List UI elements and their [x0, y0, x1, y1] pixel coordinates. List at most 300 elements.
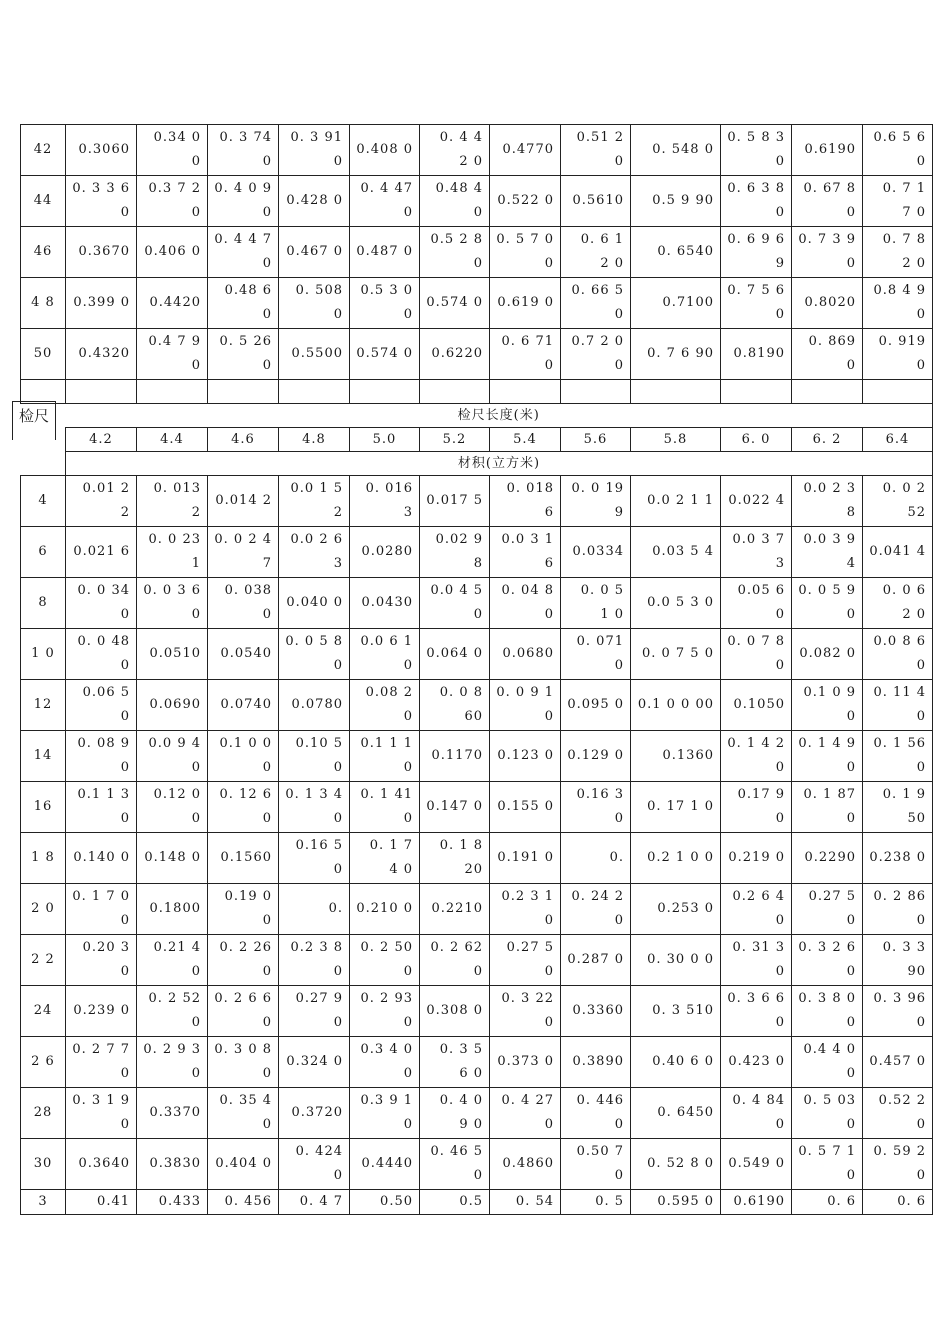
- volume-cell: 0.3 7 20: [137, 176, 208, 227]
- volume-cell: 0. 4 4 2 0: [420, 125, 490, 176]
- diameter-cell: 24: [21, 986, 66, 1037]
- volume-cell: 0. 3 8 00: [792, 986, 863, 1037]
- volume-cell: 0.140 0: [66, 833, 137, 884]
- volume-cell: 0. 1 3 4 0: [279, 782, 350, 833]
- volume-cell: 0. 0 2 52: [863, 476, 933, 527]
- volume-cell: 0. 3 0 80: [208, 1037, 279, 1088]
- length-header-cell: 6.4: [863, 428, 933, 452]
- volume-cell: 0. 0 7 5 0: [631, 629, 721, 680]
- volume-cell: 0.1 0 90: [792, 680, 863, 731]
- volume-cell: 0. 7 8 2 0: [863, 227, 933, 278]
- volume-cell: 0.0 3 16: [490, 527, 561, 578]
- length-header-cell: 6. 0: [721, 428, 792, 452]
- blank-cell: [792, 380, 863, 404]
- volume-cell: 0. 35 4 0: [208, 1088, 279, 1139]
- volume-cell: 0.1050: [721, 680, 792, 731]
- diameter-cell: 6: [21, 527, 66, 578]
- volume-cell: 0. 3 1 9 0: [66, 1088, 137, 1139]
- volume-cell: 0. 3 3 90: [863, 935, 933, 986]
- volume-cell: 0.123 0: [490, 731, 561, 782]
- volume-cell: 0.423 0: [721, 1037, 792, 1088]
- volume-cell: 0. 2 520: [137, 986, 208, 1037]
- volume-cell: 0.3360: [561, 986, 631, 1037]
- blank-cell: [490, 380, 561, 404]
- diameter-cell: 30: [21, 1139, 66, 1190]
- volume-cell: 0.017 5: [420, 476, 490, 527]
- volume-cell: 0. 6 9 69: [721, 227, 792, 278]
- volume-cell: 0.574 0: [420, 278, 490, 329]
- volume-cell: 0. 1 9 50: [863, 782, 933, 833]
- volume-cell: 0. 6450: [631, 1088, 721, 1139]
- volume-cell: 0.457 0: [863, 1037, 933, 1088]
- volume-cell: 0.10 5 0: [279, 731, 350, 782]
- diameter-cell: 50: [21, 329, 66, 380]
- volume-title: 材积(立方米): [66, 452, 933, 476]
- volume-cell: 0. 071 0: [561, 629, 631, 680]
- volume-cell: 0.40 6 0: [631, 1037, 721, 1088]
- volume-cell: 0.408 0: [350, 125, 420, 176]
- volume-cell: 0. 4 4 7 0: [208, 227, 279, 278]
- volume-cell: 0.191 0: [490, 833, 561, 884]
- diameter-cell: 46: [21, 227, 66, 278]
- volume-cell: 0.022 4: [721, 476, 792, 527]
- volume-cell: 0.2 3 10: [490, 884, 561, 935]
- table-row: [21, 986, 933, 1037]
- diameter-cell: 28: [21, 1088, 66, 1139]
- volume-cell: 0. 5 260: [208, 329, 279, 380]
- length-header-cell: 4.8: [279, 428, 350, 452]
- diameter-cell: 4 8: [21, 278, 66, 329]
- volume-cell: 0.20 3 0: [66, 935, 137, 986]
- volume-cell: 0. 1 7 0 0: [66, 884, 137, 935]
- volume-cell: 0. 3 2 60: [792, 935, 863, 986]
- volume-cell: 0. 1 410: [350, 782, 420, 833]
- volume-cell: 0.0 8 60: [863, 629, 933, 680]
- table-row: [21, 680, 933, 731]
- length-header-cell: 4.2: [66, 428, 137, 452]
- volume-cell: 0.41: [66, 1190, 137, 1215]
- volume-cell: 0.1800: [137, 884, 208, 935]
- volume-cell: 0.12 0 0: [137, 782, 208, 833]
- volume-cell: 0. 2 86 0: [863, 884, 933, 935]
- volume-cell: 0.0280: [350, 527, 420, 578]
- table-row: [21, 629, 933, 680]
- volume-cell: 0. 424 0: [279, 1139, 350, 1190]
- volume-cell: 0.0 2 1 1: [631, 476, 721, 527]
- length-header-cell: 5.0: [350, 428, 420, 452]
- blank-cell: [66, 380, 137, 404]
- volume-cell: 0. 0 6 2 0: [863, 578, 933, 629]
- volume-cell: 0.1 1 10: [350, 731, 420, 782]
- volume-cell: 0. 52 8 0: [631, 1139, 721, 1190]
- volume-cell: 0. 17 1 0: [631, 782, 721, 833]
- volume-cell: 0.467 0: [279, 227, 350, 278]
- timber-volume-table: [20, 124, 933, 1215]
- length-header-cell: 5.2: [420, 428, 490, 452]
- volume-cell: 0.19 0 0: [208, 884, 279, 935]
- blank-cell: [863, 380, 933, 404]
- volume-cell: 0.6190: [792, 125, 863, 176]
- table-row: [21, 227, 933, 278]
- volume-cell: 0.08 2 0: [350, 680, 420, 731]
- volume-cell: 0.3370: [137, 1088, 208, 1139]
- volume-cell: 0. 919 0: [863, 329, 933, 380]
- corner-label-jianchi: 检尺: [12, 401, 56, 440]
- diameter-cell: 1 8: [21, 833, 66, 884]
- volume-cell: 0. 6 3 80: [721, 176, 792, 227]
- volume-cell: 0.4 7 90: [137, 329, 208, 380]
- table-row: [21, 935, 933, 986]
- volume-cell: 0.287 0: [561, 935, 631, 986]
- volume-cell: 0. 0 8 60: [420, 680, 490, 731]
- volume-cell: 0.16 3 0: [561, 782, 631, 833]
- volume-cell: 0.2 1 0 0: [631, 833, 721, 884]
- volume-cell: 0.1 1 30: [66, 782, 137, 833]
- volume-cell: 0.595 0: [631, 1190, 721, 1215]
- volume-cell: 0.308 0: [420, 986, 490, 1037]
- volume-cell: 0.8020: [792, 278, 863, 329]
- volume-cell: 0.064 0: [420, 629, 490, 680]
- volume-cell: 0.433: [137, 1190, 208, 1215]
- volume-cell: 0.619 0: [490, 278, 561, 329]
- volume-cell: 0.01 2 2: [66, 476, 137, 527]
- table-row: [21, 527, 933, 578]
- volume-cell: 0. 4 270: [490, 1088, 561, 1139]
- volume-cell: 0.2 3 80: [279, 935, 350, 986]
- volume-cell: 0.1170: [420, 731, 490, 782]
- diameter-cell: 12: [21, 680, 66, 731]
- volume-cell: 0.574 0: [350, 329, 420, 380]
- table-row: [21, 731, 933, 782]
- volume-cell: 0.399 0: [66, 278, 137, 329]
- volume-cell: 0.082 0: [792, 629, 863, 680]
- diameter-cell: 2 6: [21, 1037, 66, 1088]
- volume-cell: 0. 013 2: [137, 476, 208, 527]
- blank-row: [21, 380, 933, 404]
- diameter-cell: 44: [21, 176, 66, 227]
- volume-cell: 0. 2 62 0: [420, 935, 490, 986]
- volume-cell: 0. 59 2 0: [863, 1139, 933, 1190]
- volume-cell: 0.324 0: [279, 1037, 350, 1088]
- volume-cell: 0.0540: [208, 629, 279, 680]
- volume-cell: 0.48 4 0: [420, 176, 490, 227]
- volume-cell: 0.5 9 90: [631, 176, 721, 227]
- volume-cell: 0.239 0: [66, 986, 137, 1037]
- volume-cell: 0. 869 0: [792, 329, 863, 380]
- volume-cell: 0. 7 1 7 0: [863, 176, 933, 227]
- volume-cell: 0.549 0: [721, 1139, 792, 1190]
- diameter-cell: 4: [21, 476, 66, 527]
- volume-cell: 0. 0 23 1: [137, 527, 208, 578]
- volume-cell: 0. 2 93 0: [350, 986, 420, 1037]
- volume-cell: 0. 1 7 4 0: [350, 833, 420, 884]
- volume-cell: 0. 46 5 0: [420, 1139, 490, 1190]
- length-header-cell: 5.6: [561, 428, 631, 452]
- volume-cell: 0.0780: [279, 680, 350, 731]
- volume-cell: 0.50 7 0: [561, 1139, 631, 1190]
- volume-cell: 0. 6: [792, 1190, 863, 1215]
- table-row: [21, 476, 933, 527]
- volume-cell: 0.0510: [137, 629, 208, 680]
- volume-cell: 0. 4 840: [721, 1088, 792, 1139]
- volume-cell: 0.4770: [490, 125, 561, 176]
- volume-cell: 0.1560: [208, 833, 279, 884]
- volume-cell: 0.210 0: [350, 884, 420, 935]
- volume-cell: 0.0680: [490, 629, 561, 680]
- volume-cell: 0. 5 7 0 0: [490, 227, 561, 278]
- top-section: [21, 125, 933, 380]
- volume-cell: 0. 0 5 90: [792, 578, 863, 629]
- volume-cell: 0. 66 50: [561, 278, 631, 329]
- volume-cell: 0. 4 0 90: [208, 176, 279, 227]
- volume-cell: 0. 0 2 47: [208, 527, 279, 578]
- volume-cell: 0.148 0: [137, 833, 208, 884]
- volume-cell: 0. 0 9 10: [490, 680, 561, 731]
- blank-cell: [721, 380, 792, 404]
- blank-cell: [208, 380, 279, 404]
- volume-cell: 0.16 5 0: [279, 833, 350, 884]
- volume-cell: 0. 2 7 7 0: [66, 1037, 137, 1088]
- volume-cell: 0.238 0: [863, 833, 933, 884]
- volume-cell: 0.5500: [279, 329, 350, 380]
- blank-cell: [137, 380, 208, 404]
- volume-cell: 0.3 4 0 0: [350, 1037, 420, 1088]
- length-header-cell: 4.6: [208, 428, 279, 452]
- volume-cell: 0. 508 0: [279, 278, 350, 329]
- volume-cell: 0.3670: [66, 227, 137, 278]
- volume-cell: 0.7 2 00: [561, 329, 631, 380]
- volume-cell: 0.2 6 40: [721, 884, 792, 935]
- volume-cell: 0.4420: [137, 278, 208, 329]
- volume-cell: 0.3640: [66, 1139, 137, 1190]
- volume-cell: 0.522 0: [490, 176, 561, 227]
- volume-cell: 0.253 0: [631, 884, 721, 935]
- volume-cell: 0. 11 4 0: [863, 680, 933, 731]
- volume-cell: 0.8 4 9 0: [863, 278, 933, 329]
- volume-cell: 0. 4 0 9 0: [420, 1088, 490, 1139]
- volume-cell: 0.0 3 73: [721, 527, 792, 578]
- volume-cell: 0. 0 3 6 0: [137, 578, 208, 629]
- volume-cell: 0.50: [350, 1190, 420, 1215]
- volume-cell: 0.4320: [66, 329, 137, 380]
- volume-cell: 0.0 9 40: [137, 731, 208, 782]
- volume-cell: 0. 3 96 0: [863, 986, 933, 1037]
- volume-cell: 0. 3 91 0: [279, 125, 350, 176]
- volume-cell: 0. 446 0: [561, 1088, 631, 1139]
- volume-cell: 0.1360: [631, 731, 721, 782]
- table-row: [21, 1139, 933, 1190]
- volume-cell: 0. 6 1 2 0: [561, 227, 631, 278]
- table-row: [21, 125, 933, 176]
- volume-cell: 0.06 5 0: [66, 680, 137, 731]
- blank-cell: [420, 380, 490, 404]
- volume-cell: 0. 018 6: [490, 476, 561, 527]
- volume-cell: 0.8190: [721, 329, 792, 380]
- corner-spacer: [21, 428, 66, 452]
- volume-cell: 0.21 4 0: [137, 935, 208, 986]
- volume-cell: 0.0 5 3 0: [631, 578, 721, 629]
- volume-cell: 0. 67 8 0: [792, 176, 863, 227]
- corner-spacer: [21, 452, 66, 476]
- volume-cell: 0.1 0 0 00: [631, 680, 721, 731]
- volume-cell: 0. 04 8 0: [490, 578, 561, 629]
- volume-cell: 0.27 9 0: [279, 986, 350, 1037]
- volume-cell: 0. 2 500: [350, 935, 420, 986]
- volume-cell: 0. 3 220: [490, 986, 561, 1037]
- volume-cell: 0. 7 5 6 0: [721, 278, 792, 329]
- volume-cell: 0. 5: [561, 1190, 631, 1215]
- blank-cell: [561, 380, 631, 404]
- volume-cell: 0.1 0 00: [208, 731, 279, 782]
- volume-cell: 0.48 6 0: [208, 278, 279, 329]
- volume-cell: 0.7100: [631, 278, 721, 329]
- volume-cell: 0. 3 74 0: [208, 125, 279, 176]
- volume-cell: 0.0 2 38: [792, 476, 863, 527]
- volume-cell: 0.6220: [420, 329, 490, 380]
- diameter-cell: 2 0: [21, 884, 66, 935]
- volume-cell: 0. 2 6 6 0: [208, 986, 279, 1037]
- volume-cell: 0.014 2: [208, 476, 279, 527]
- volume-cell: 0.4 4 00: [792, 1037, 863, 1088]
- volume-cell: 0. 016 3: [350, 476, 420, 527]
- length-title-row: [21, 404, 933, 428]
- volume-title-row: [21, 452, 933, 476]
- volume-cell: 0.147 0: [420, 782, 490, 833]
- volume-cell: 0.3060: [66, 125, 137, 176]
- volume-cell: 0.: [561, 833, 631, 884]
- volume-cell: 0.52 2 0: [863, 1088, 933, 1139]
- volume-cell: 0. 4 7: [279, 1190, 350, 1215]
- volume-cell: 0.021 6: [66, 527, 137, 578]
- volume-cell: 0. 0 480: [66, 629, 137, 680]
- diameter-cell: 8: [21, 578, 66, 629]
- volume-cell: 0.0 1 52: [279, 476, 350, 527]
- volume-cell: 0. 0 5 80: [279, 629, 350, 680]
- volume-cell: 0.404 0: [208, 1139, 279, 1190]
- volume-cell: 0.0 2 63: [279, 527, 350, 578]
- volume-cell: 0.373 0: [490, 1037, 561, 1088]
- volume-cell: 0.0334: [561, 527, 631, 578]
- volume-cell: 0. 1 870: [792, 782, 863, 833]
- volume-cell: 0.3720: [279, 1088, 350, 1139]
- volume-cell: 0.27 5 0: [792, 884, 863, 935]
- length-header-cell: 4.4: [137, 428, 208, 452]
- volume-cell: 0.5: [420, 1190, 490, 1215]
- volume-cell: 0. 5 03 0: [792, 1088, 863, 1139]
- volume-cell: 0.34 0 0: [137, 125, 208, 176]
- diameter-cell: 3: [21, 1190, 66, 1215]
- volume-cell: 0. 24 20: [561, 884, 631, 935]
- volume-cell: 0. 1 56 0: [863, 731, 933, 782]
- table-row: [21, 1037, 933, 1088]
- blank-cell: [279, 380, 350, 404]
- volume-cell: 0. 6 710: [490, 329, 561, 380]
- volume-cell: 0.219 0: [721, 833, 792, 884]
- length-header-row: [21, 428, 933, 452]
- volume-cell: 0. 3 510: [631, 986, 721, 1037]
- volume-cell: 0.51 2 0: [561, 125, 631, 176]
- volume-cell: 0.5 3 00: [350, 278, 420, 329]
- volume-cell: 0. 08 9 0: [66, 731, 137, 782]
- table-row: [21, 833, 933, 884]
- volume-cell: 0. 0 7 80: [721, 629, 792, 680]
- length-header-cell: 5.4: [490, 428, 561, 452]
- volume-cell: 0.0 4 50: [420, 578, 490, 629]
- volume-cell: 0.428 0: [279, 176, 350, 227]
- diameter-cell: 2 2: [21, 935, 66, 986]
- volume-cell: 0.095 0: [561, 680, 631, 731]
- volume-cell: 0. 7 3 9 0: [792, 227, 863, 278]
- volume-cell: 0. 7 6 90: [631, 329, 721, 380]
- table-row: [21, 278, 933, 329]
- table-row: [21, 782, 933, 833]
- volume-cell: 0. 4 470: [350, 176, 420, 227]
- length-header-cell: 6. 2: [792, 428, 863, 452]
- corner-spacer: [21, 404, 66, 428]
- body-section: [21, 476, 933, 1215]
- volume-cell: 0.17 9 0: [721, 782, 792, 833]
- volume-cell: 0.0 6 10: [350, 629, 420, 680]
- volume-cell: 0. 2 9 30: [137, 1037, 208, 1088]
- volume-cell: 0.487 0: [350, 227, 420, 278]
- volume-cell: 0.406 0: [137, 227, 208, 278]
- volume-cell: 0.0690: [137, 680, 208, 731]
- volume-cell: 0.6 5 6 0: [863, 125, 933, 176]
- volume-cell: 0.3 9 1 0: [350, 1088, 420, 1139]
- volume-cell: 0.4860: [490, 1139, 561, 1190]
- volume-cell: 0. 5 8 3 0: [721, 125, 792, 176]
- length-title: 检尺长度(米): [66, 404, 933, 428]
- blank-cell: [631, 380, 721, 404]
- volume-cell: 0.3830: [137, 1139, 208, 1190]
- volume-cell: 0. 31 3 0: [721, 935, 792, 986]
- volume-cell: 0. 54: [490, 1190, 561, 1215]
- volume-cell: 0.0 3 9 4: [792, 527, 863, 578]
- volume-cell: 0.3890: [561, 1037, 631, 1088]
- diameter-cell: 16: [21, 782, 66, 833]
- volume-cell: 0.6190: [721, 1190, 792, 1215]
- volume-cell: 0.129 0: [561, 731, 631, 782]
- diameter-cell: 14: [21, 731, 66, 782]
- volume-cell: 0. 6540: [631, 227, 721, 278]
- length-header-cell: 5.8: [631, 428, 721, 452]
- table-row-partial: [21, 1190, 933, 1215]
- volume-cell: 0. 1 4 90: [792, 731, 863, 782]
- blank-cell: [21, 380, 66, 404]
- volume-cell: 0.041 4: [863, 527, 933, 578]
- blank-cell: [350, 380, 420, 404]
- volume-cell: 0.: [279, 884, 350, 935]
- volume-cell: 0.155 0: [490, 782, 561, 833]
- volume-cell: 0. 0 5 1 0: [561, 578, 631, 629]
- table-row: [21, 329, 933, 380]
- table-row: [21, 176, 933, 227]
- volume-cell: 0. 2 260: [208, 935, 279, 986]
- table-row: [21, 1088, 933, 1139]
- volume-cell: 0. 456: [208, 1190, 279, 1215]
- volume-cell: 0.5610: [561, 176, 631, 227]
- volume-cell: 0. 038 0: [208, 578, 279, 629]
- volume-cell: 0. 1 8 20: [420, 833, 490, 884]
- volume-cell: 0.0430: [350, 578, 420, 629]
- volume-cell: 0.0740: [208, 680, 279, 731]
- volume-cell: 0. 1 4 2 0: [721, 731, 792, 782]
- volume-cell: 0. 3 6 60: [721, 986, 792, 1037]
- volume-cell: 0. 30 0 0: [631, 935, 721, 986]
- volume-cell: 0.27 5 0: [490, 935, 561, 986]
- volume-cell: 0.02 9 8: [420, 527, 490, 578]
- volume-cell: 0.2210: [420, 884, 490, 935]
